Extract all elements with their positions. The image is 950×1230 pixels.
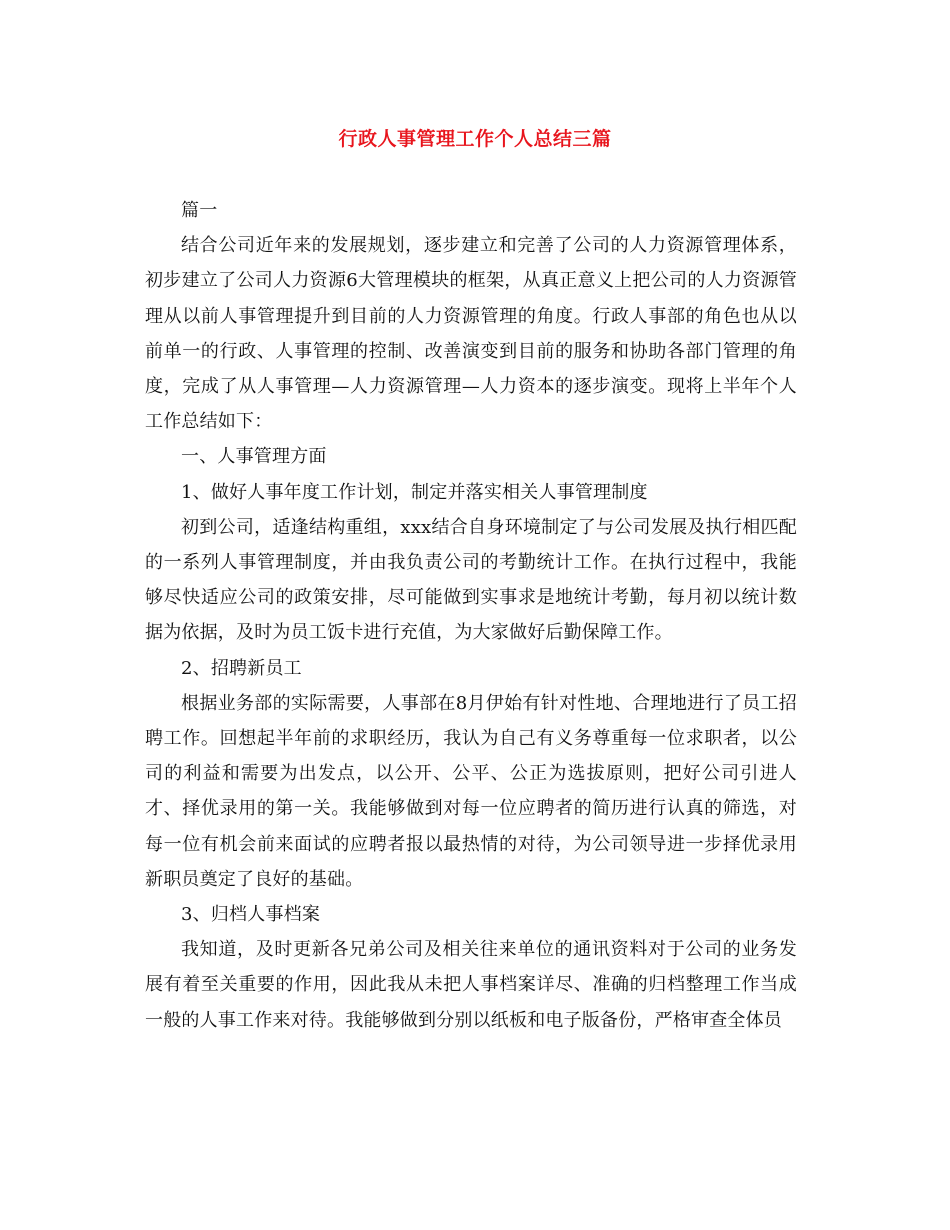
section-heading: 篇一 — [181, 200, 218, 221]
document-title: 行政人事管理工作个人总结三篇 — [338, 128, 612, 150]
document-body — [145, 193, 797, 1038]
section-heading: 一、人事管理方面 — [181, 446, 327, 468]
subsection-heading: 3、归档人事档案 — [181, 904, 321, 926]
subsection-heading: 2、招聘新员工 — [181, 657, 302, 679]
body-paragraph: 初到公司，适逢结构重组，xxx结合自身环境制定了与公司发展及执行相匹配的一系列人事管理制度，并由我负责公司的考勤统计工作。在执行过程中，我能够尽快适应公司的政策安排，尽可能做到实事求是地统计考勤，每月初以统计数据为依据，及时为员工饭卡进行充值，为大家做好后勤保障工作。 — [145, 516, 797, 644]
body-paragraph: 根据业务部的实际需要，人事部在8月伊始有针对性地、合理地进行了员工招聘工作。回想起半年前的求职经历，我认为自己有义务尊重每一位求职者，以公司的利益和需要为出发点，以公开、公平、公正为选拔原则，把好公司引进人才、择优录用的第一关。我能够做到对每一位应聘者的简历进行认真的筛选，对每一位有机会前来面试的应聘者报以最热情的对待，为公司领导进一步择优录用新职员奠定了良好的基础。 — [145, 692, 797, 890]
subsection-heading: 1、做好人事年度工作计划，制定并落实相关人事管理制度 — [181, 481, 648, 503]
body-paragraph: 结合公司近年来的发展规划，逐步建立和完善了公司的人力资源管理体系，初步建立了公司人力资源6大管理模块的框架，从真正意义上把公司的人力资源管理从以前人事管理提升到目前的人力资源管理的角度。行政人事部的角色也从以前单一的行政、人事管理的控制、改善演变到目前的服务和协助各部门管理的角度，完成了从人事管理—人力资源管理—人力资本的逐步演变。现将上半年个人工作总结如下： — [145, 235, 797, 433]
body-paragraph: 我知道，及时更新各兄弟公司及相关往来单位的通讯资料对于公司的业务发展有着至关重要的作用，因此我从未把人事档案详尽、准确的归档整理工作当成一般的人事工作来对待。我能够做到分别以纸板和电子版备份，严格审查全体员 — [145, 939, 797, 1031]
